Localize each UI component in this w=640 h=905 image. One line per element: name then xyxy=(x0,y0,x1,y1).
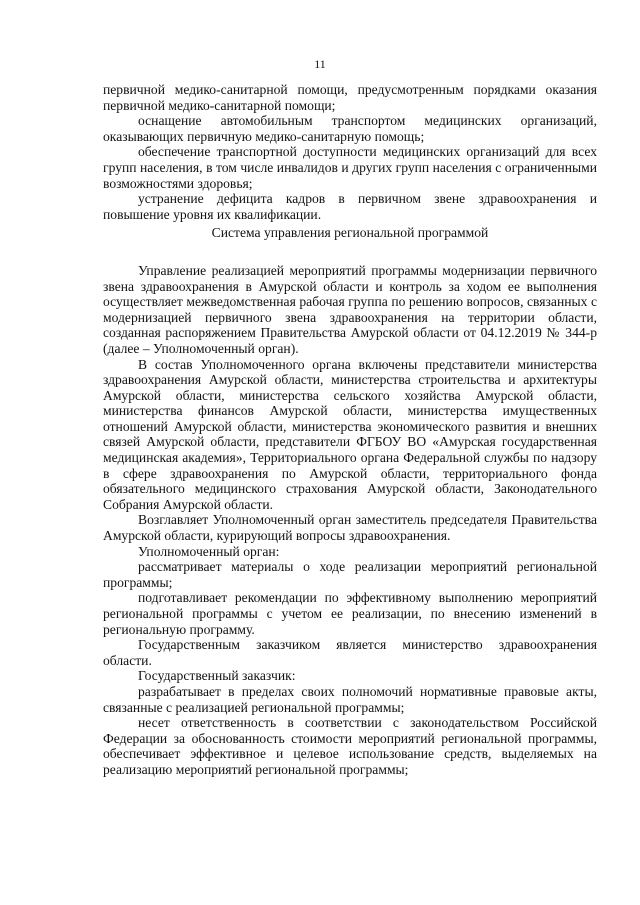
paragraph: Государственным заказчиком является министерство здравоохранения области. xyxy=(103,637,597,668)
paragraph: рассматривает материалы о ходе реализации мероприятий региональной программы; xyxy=(103,559,597,590)
paragraph: Уполномоченный орган: xyxy=(138,543,280,559)
paragraph: В состав Уполномоченного органа включены представители министерства здравоохранения Амурской области, министерства строительства и архитектуры Амурской области, министерства сельского хозяйства Амурской области, министерства финансов Амурской области, министерства имущественных отношений Амурской области, министерства экономического развития и внешних связей Амурской области, представители ФГБОУ ВО «Амурская государственная медицинская академия», Территориального органа Федеральной службы по надзору в сфере здравоохранения по Амурской области, территориального фонда обязательного медицинского страхования Амурской области, Законодательного Собрания Амурской области. xyxy=(103,356,597,512)
paragraph: разрабатывает в пределах своих полномочий нормативные правовые акты, связанные с реализацией региональной программы; xyxy=(103,683,597,715)
document-body xyxy=(103,82,597,778)
paragraph: обеспечение транспортной доступности медицинских организаций для всех групп населения, в том числе инвалидов и других групп населения с ограниченными возможностями здоровья; xyxy=(103,144,597,191)
paragraph: подготавливает рекомендации по эффективному выполнению мероприятий региональной программы с учетом ее реализации, по внесению изменений в региональную программу. xyxy=(103,590,597,637)
paragraph: несет ответственность в соответствии с законодательством Российской Федерации за обоснованность стоимости мероприятий региональной программы, обеспечивает эффективное и целевое использование средств, выделяемых на реализацию мероприятий региональной программы; xyxy=(103,715,597,777)
page-number: 11 xyxy=(314,57,326,71)
paragraph: Управление реализацией мероприятий программы модернизации первичного звена здравоохранения в Амурской области и контроль за ходом ее выполнения осуществляет межведомственная рабочая группа по решению вопросов, связанных с модернизацией первичного звена здравоохранения на территории области, созданная распоряжением Правительства Амурской области от 04.12.2019 № 344-р (далее – Уполномоченный орган). xyxy=(103,262,597,356)
paragraph: первичной медико-санитарной помощи, предусмотренным порядками оказания первичной медико-санитарной помощи; xyxy=(103,82,597,113)
paragraph: Государственный заказчик: xyxy=(138,668,296,684)
paragraph: оснащение автомобильным транспортом медицинских организаций, оказывающих первичную медико-санитарную помощь; xyxy=(103,113,597,144)
paragraph: устранение дефицита кадров в первичном звене здравоохранения и повышение уровня их квалификации. xyxy=(103,191,597,222)
paragraph: Возглавляет Уполномоченный орган заместитель председателя Правительства Амурской области, курирующий вопросы здравоохранения. xyxy=(103,512,597,544)
section-heading: Система управления региональной программой xyxy=(211,225,489,241)
